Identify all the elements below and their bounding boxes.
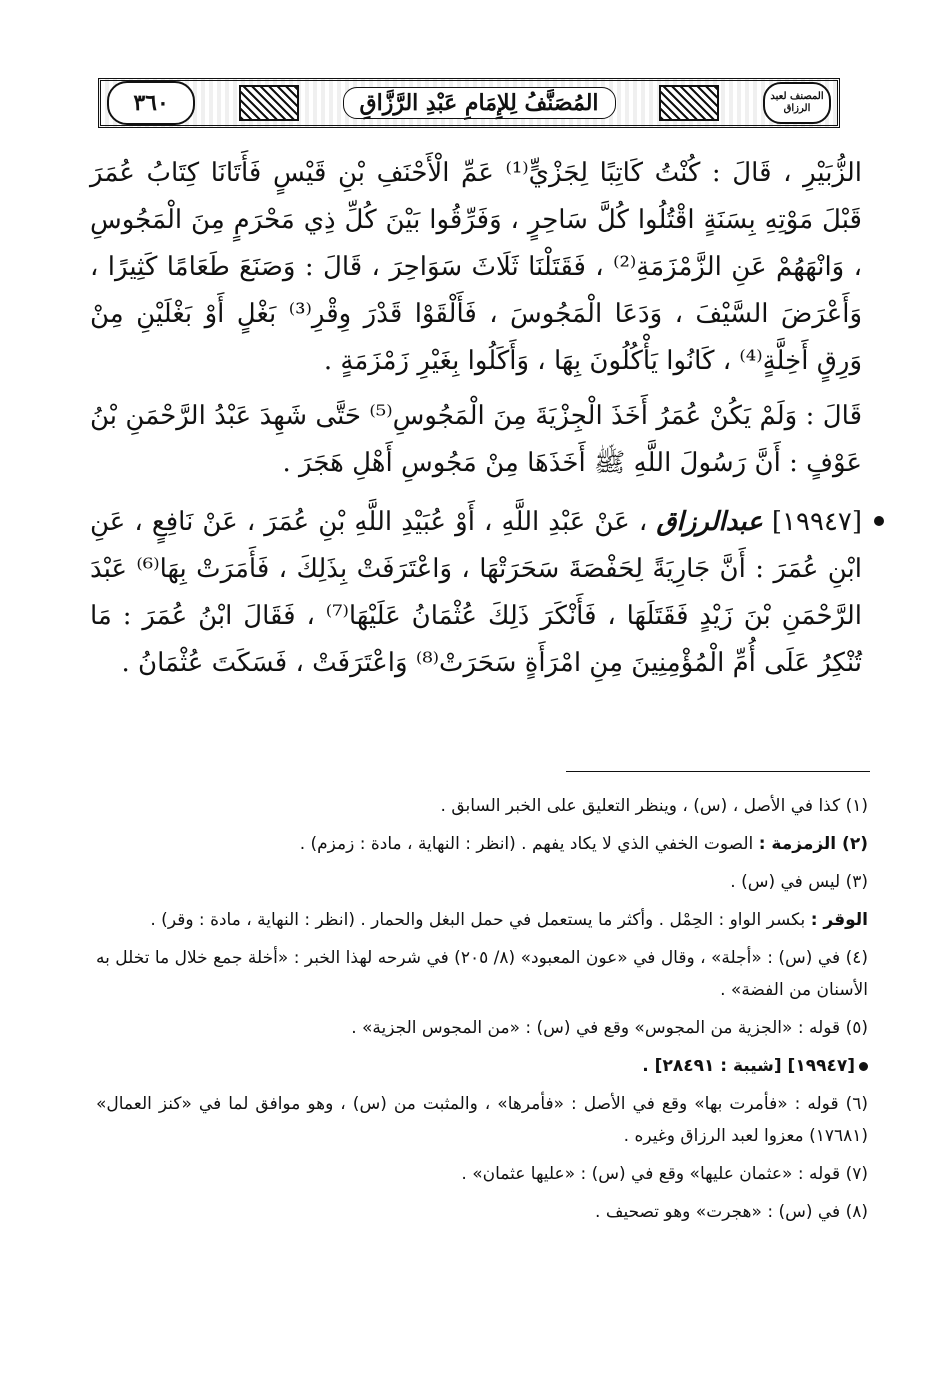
bullet-icon (874, 516, 884, 526)
page-number: ٣٦٠ (107, 81, 195, 125)
footnote-6: (٦) قوله : «فأمرت بها» وقع في الأصل : «فأمرها» ، والمثبت من (س) ، وهو موافق لما في «كنز العمال» (١٧٦٨١) معزوا لعبد الرزاق وغيره . (96, 1094, 868, 1146)
takhrij-text: [١٩٩٤٧] [شيبة : ٢٨٤٩١] . (642, 1056, 855, 1076)
footnote-2 (96, 828, 868, 860)
hadith-text: ، عَنْ عَبْدِ اللَّهِ ، أَوْ عُبَيْدِ اللَّهِ بْنِ عُمَرَ ، عَنْ نَافِعٍ ، عَنِ ابْنِ عُمَرَ : أَنَّ جَارِيَةً لِحَفْصَةَ سَحَرَتْهَا ، وَاعْتَرَفَتْ بِذَلِكَ ، فَأَمَرَتْ بِهَا⁽⁶⁾ عَبْدَ الرَّحْمَنِ بْنَ زَيْدٍ فَقَتَلَهَا ، فَأَنْكَرَ ذَلِكَ عُثْمَانُ عَلَيْهَا⁽⁷⁾ ، فَقَالَ ابْنُ عُمَرَ : مَا تُنْكِرُ عَلَى أُمِّ الْمُؤْمِنِينَ مِنِ امْرَأَةٍ سَحَرَتْ⁽⁸⁾ وَاعْتَرَفَتْ ، فَسَكَتَ عُثْمَانُ . (90, 507, 863, 678)
footnote-8: (٨) في (س) : «هجرت» وهو تصحيف . (595, 1202, 868, 1222)
book-title: المُصَنَّفُ لِلإِمَامِ عَبْدِ الرَّزَّاقِ (343, 87, 616, 119)
footnote-2-text: الصوت الخفي الذي لا يكاد يفهم . (انظر : النهاية ، مادة : زمزم) . (299, 834, 754, 854)
footnote-waqr (96, 904, 868, 936)
hadith-author: عبدالرزاق (656, 507, 763, 537)
footnote-waqr-text: بكسر الواو : الحِمْل . وأكثر ما يستعمل في حمل البغل والحمار . (انظر : النهاية ، مادة : وقر) . (150, 910, 806, 930)
footnote-waqr-label: الوقر : (810, 910, 868, 930)
takhrij-bullet-icon (859, 1062, 868, 1071)
footnote-divider (566, 771, 870, 772)
main-text (90, 150, 862, 687)
footnote-4: (٤) في (س) : «أجلة» ، وقال في «عون المعبود» (٨/ ٢٠٥) في شرحه لهذا الخبر : «أخلة جمع خلال ما تخلل به الأسنان من الفضة» . (96, 948, 868, 1000)
footnote-2-label: (٢) الزمزمة : (758, 834, 868, 854)
page-header (98, 78, 840, 128)
footnote-5: (٥) قوله : «الجزية من المجوس» وقع في (س) : «من المجوس الجزية» . (351, 1018, 868, 1038)
footnote-1: (١) كذا في الأصل ، (س) ، وينظر التعليق على الخبر السابق . (440, 796, 868, 816)
header-ornament-left (659, 85, 719, 121)
header-seal-text: المصنف لعبد الرزاق (770, 91, 824, 114)
footnote-7: (٧) قوله : «عثمان عليها» وقع في (س) : «عليها عثمان» . (461, 1164, 868, 1184)
header-seal (763, 82, 831, 124)
paragraph-2: قَالَ : وَلَمْ يَكُنْ عُمَرُ أَخَذَ الْجِزْيَةَ مِنَ الْمَجُوسِ⁽⁵⁾ حَتَّى شَهِدَ عَبْدُ الرَّحْمَنِ بْنُ عَوْفٍ : أَنَّ رَسُولَ اللَّهِ ﷺ أَخَذَهَا مِنْ مَجُوسِ أَهْلِ هَجَرَ . (90, 401, 862, 478)
footnote-3: (٣) ليس في (س) . (730, 872, 868, 892)
header-ornament-right (239, 85, 299, 121)
hadith-paragraph (90, 499, 862, 687)
paragraph-1: الزُّبَيْرِ ، قَالَ : كُنْتُ كَاتِبًا لِجَزْيٍّ⁽¹⁾ عَمِّ الْأَحْنَفِ بْنِ قَيْسٍ فَأَتَانَا كِتَابُ عُمَرَ قَبْلَ مَوْتِهِ بِسَنَةٍ اقْتُلُوا كُلَّ سَاحِرٍ ، وَفَرِّقُوا بَيْنَ كُلِّ ذِي مَحْرَمٍ مِنَ الْمَجُوسِ ، وَانْهَهُمْ عَنِ الزَّمْزَمَةِ⁽²⁾ ، فَقَتَلْنَا ثَلَاثَ سَوَاحِرَ ، قَالَ : وَصَنَعَ طَعَامًا كَثِيرًا ، وَأَعْرَضَ السَّيْفَ ، وَدَعَا الْمَجُوسَ ، فَأَلْقَوْا قَدْرَ وِقْرِ⁽³⁾ بَغْلٍ أَوْ بَغْلَيْنِ مِنْ وَرِقٍ أَخِلَّةٍ⁽⁴⁾ ، كَانُوا يَأْكُلُونَ بِهَا ، وَأَكَلُوا بِغَيْرِ زَمْزَمَةٍ . (90, 158, 862, 376)
takhrij-line (96, 1050, 868, 1082)
footnotes (96, 790, 868, 1234)
hadith-number: [١٩٩٤٧] (771, 507, 863, 537)
